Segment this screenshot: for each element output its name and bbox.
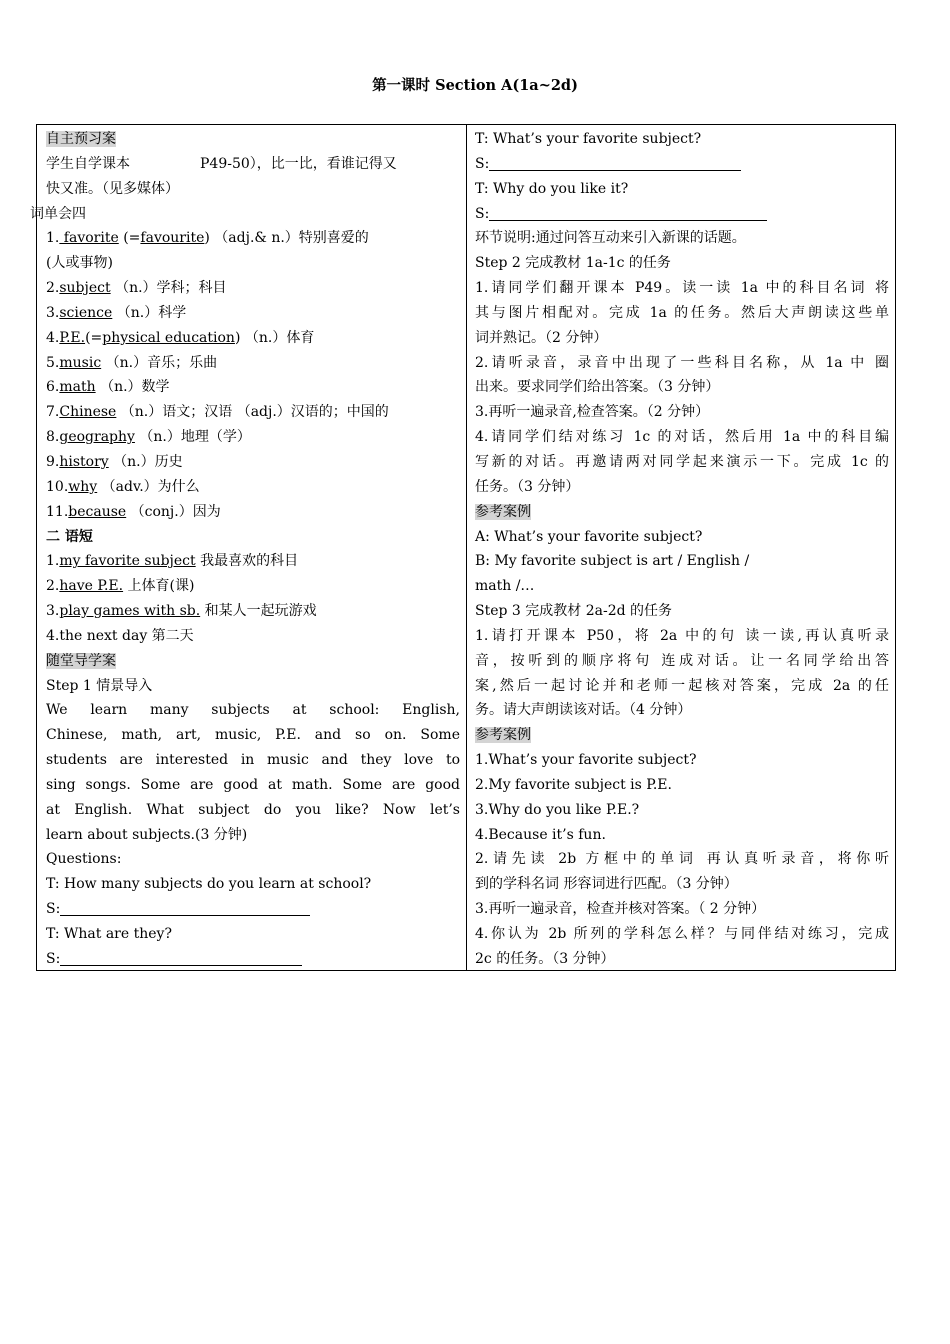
vocab-item: 3.science （n.）科学	[46, 304, 187, 321]
question-line: T: How many subjects do you learn at school?	[46, 876, 372, 893]
step3-line: 音，按听到的顺序将句 连成对话。让一名同学给出答	[475, 652, 889, 669]
passage-line: at English. What subject do you like? Now let’s	[46, 801, 460, 818]
step2-line: 出来。要求同学们给出答案。（3 分钟）	[475, 379, 720, 396]
passage-line: sing songs. Some are good at math. Some are good	[46, 776, 460, 793]
answer-line: S:	[475, 152, 889, 177]
right-column	[475, 127, 889, 972]
question-line: T: What are they?	[46, 926, 172, 942]
step2-line: 4.请同学们结对练习 1c 的对话，然后用 1a 中的科目编	[475, 429, 889, 446]
step3-line: 4.你认为 2b 所列的学科怎么样？与同伴结对练习，完成	[475, 926, 889, 942]
self-study-line-1: 学生自学课本 P49-50），比一比，看谁记得又	[46, 155, 397, 172]
left-column	[30, 127, 460, 972]
answer-line: S:	[46, 897, 460, 922]
passage-line: students are interested in music and they love to	[46, 752, 460, 769]
vocab-item: 1. favorite (=favourite) （adj.& n.）特别喜爱的	[46, 230, 369, 247]
step3-title: Step 3 完成教材 2a-2d 的任务	[475, 603, 673, 620]
reference-heading: 参考案例	[475, 503, 531, 520]
vocab-item: 11.because （conj.）因为	[46, 503, 221, 520]
section-note: 环节说明:通过问答互动来引入新课的话题。	[475, 230, 746, 247]
step3-line: 1.请打开课本 P50，将 2a 中的句 读一读,再认真听录	[475, 627, 889, 644]
answer-blank	[489, 154, 741, 171]
step2-title: Step 2 完成教材 1a-1c 的任务	[475, 255, 671, 272]
vocab-item-continued: (人或事物)	[46, 255, 113, 272]
reference-line: 1.What’s your favorite subject?	[475, 752, 697, 769]
vocab-item: 4.P.E.(=physical education) （n.）体育	[46, 329, 315, 346]
step2-line: 1.请同学们翻开课本 P49。读一读 1a 中的科目名词 将	[475, 280, 889, 297]
answer-blank	[60, 899, 310, 916]
step2-line: 2.请听录音，录音中出现了一些科目名称，从 1a 中 圈	[475, 354, 889, 371]
phrase-item: 4.the next day 第二天	[46, 627, 194, 644]
phrase-item: 1.my favorite subject 我最喜欢的科目	[46, 553, 299, 570]
passage-line: learn about subjects.(3 分钟)	[46, 826, 248, 843]
page-title: 第一课时 Section A(1a~2d)	[372, 77, 578, 94]
lesson-table	[30, 124, 896, 971]
vocab-item: 6.math （n.）数学	[46, 379, 170, 396]
step2-line: 写新的对话。再邀请两对同学起来演示一下。完成 1c 的	[475, 453, 889, 470]
column-divider	[466, 125, 467, 970]
step3-line: 2c 的任务。（3 分钟）	[475, 950, 615, 967]
vocab-item: 2.subject （n.）学科；科目	[46, 280, 227, 297]
reference-line: 4.Because it’s fun.	[475, 826, 606, 843]
step2-line: 其与图片相配对。完成 1a 的任务。然后大声朗读这些单	[475, 304, 889, 321]
preview-heading: 自主预习案	[46, 131, 116, 147]
step3-line: 3.再听一遍录音，检查并核对答案。（ 2 分钟）	[475, 901, 766, 918]
reference-heading: 参考案例	[475, 727, 531, 744]
step3-line: 案,然后一起讨论并和老师一起核对答案，完成 2a 的任	[475, 677, 889, 694]
class-heading: 随堂导学案	[46, 652, 116, 669]
question-line: T: What’s your favorite subject?	[475, 131, 702, 147]
passage-line: We learn many subjects at school: English,	[46, 702, 460, 719]
phrase-item: 2.have P.E. 上体育(课)	[46, 578, 195, 595]
reference-line: 2.My favorite subject is P.E.	[475, 776, 672, 793]
step1-title: Step 1 情景导入	[46, 677, 153, 694]
question-line: T: Why do you like it?	[475, 180, 629, 197]
step3-line: 务。请大声朗读该对话。（4 分钟）	[475, 702, 692, 719]
phrase-item: 3.play games with sb. 和某人一起玩游戏	[46, 603, 317, 620]
reference-line: A: What’s your favorite subject?	[475, 528, 703, 545]
passage-line: Chinese, math, art, music, P.E. and so on. Some	[46, 727, 460, 744]
vocab-item: 5.music （n.）音乐；乐曲	[46, 354, 218, 371]
step3-line: 2.请先读 2b 方框中的单词 再认真听录音，将你听	[475, 851, 889, 868]
reference-line: B: My favorite subject is art / English /	[475, 553, 750, 570]
phrases-heading: 二 语短	[46, 528, 93, 545]
vocab-item: 8.geography （n.）地理（学）	[46, 429, 251, 446]
reference-line: 3.Why do you like P.E.?	[475, 801, 640, 818]
step2-line: 词并熟记。（2 分钟）	[475, 329, 608, 346]
questions-label: Questions:	[46, 851, 122, 868]
answer-blank	[60, 949, 302, 966]
answer-line: S:	[475, 202, 889, 227]
answer-blank	[489, 204, 767, 221]
answer-line: S:	[46, 947, 460, 972]
step2-line: 任务。（3 分钟）	[475, 478, 580, 495]
step2-line: 3.再听一遍录音,检查答案。（2 分钟）	[475, 404, 710, 421]
words-heading: 词单会四	[30, 205, 86, 222]
vocab-item: 7.Chinese （n.）语文；汉语 （adj.）汉语的；中国的	[46, 404, 389, 421]
self-study-line-2: 快又准。（见多媒体）	[46, 180, 179, 197]
vocab-item: 10.why （adv.）为什么	[46, 478, 200, 495]
reference-line: math /…	[475, 578, 535, 595]
vocab-item: 9.history （n.）历史	[46, 453, 183, 470]
step3-line: 到的学科名词 形容词进行匹配。（3 分钟）	[475, 876, 738, 893]
